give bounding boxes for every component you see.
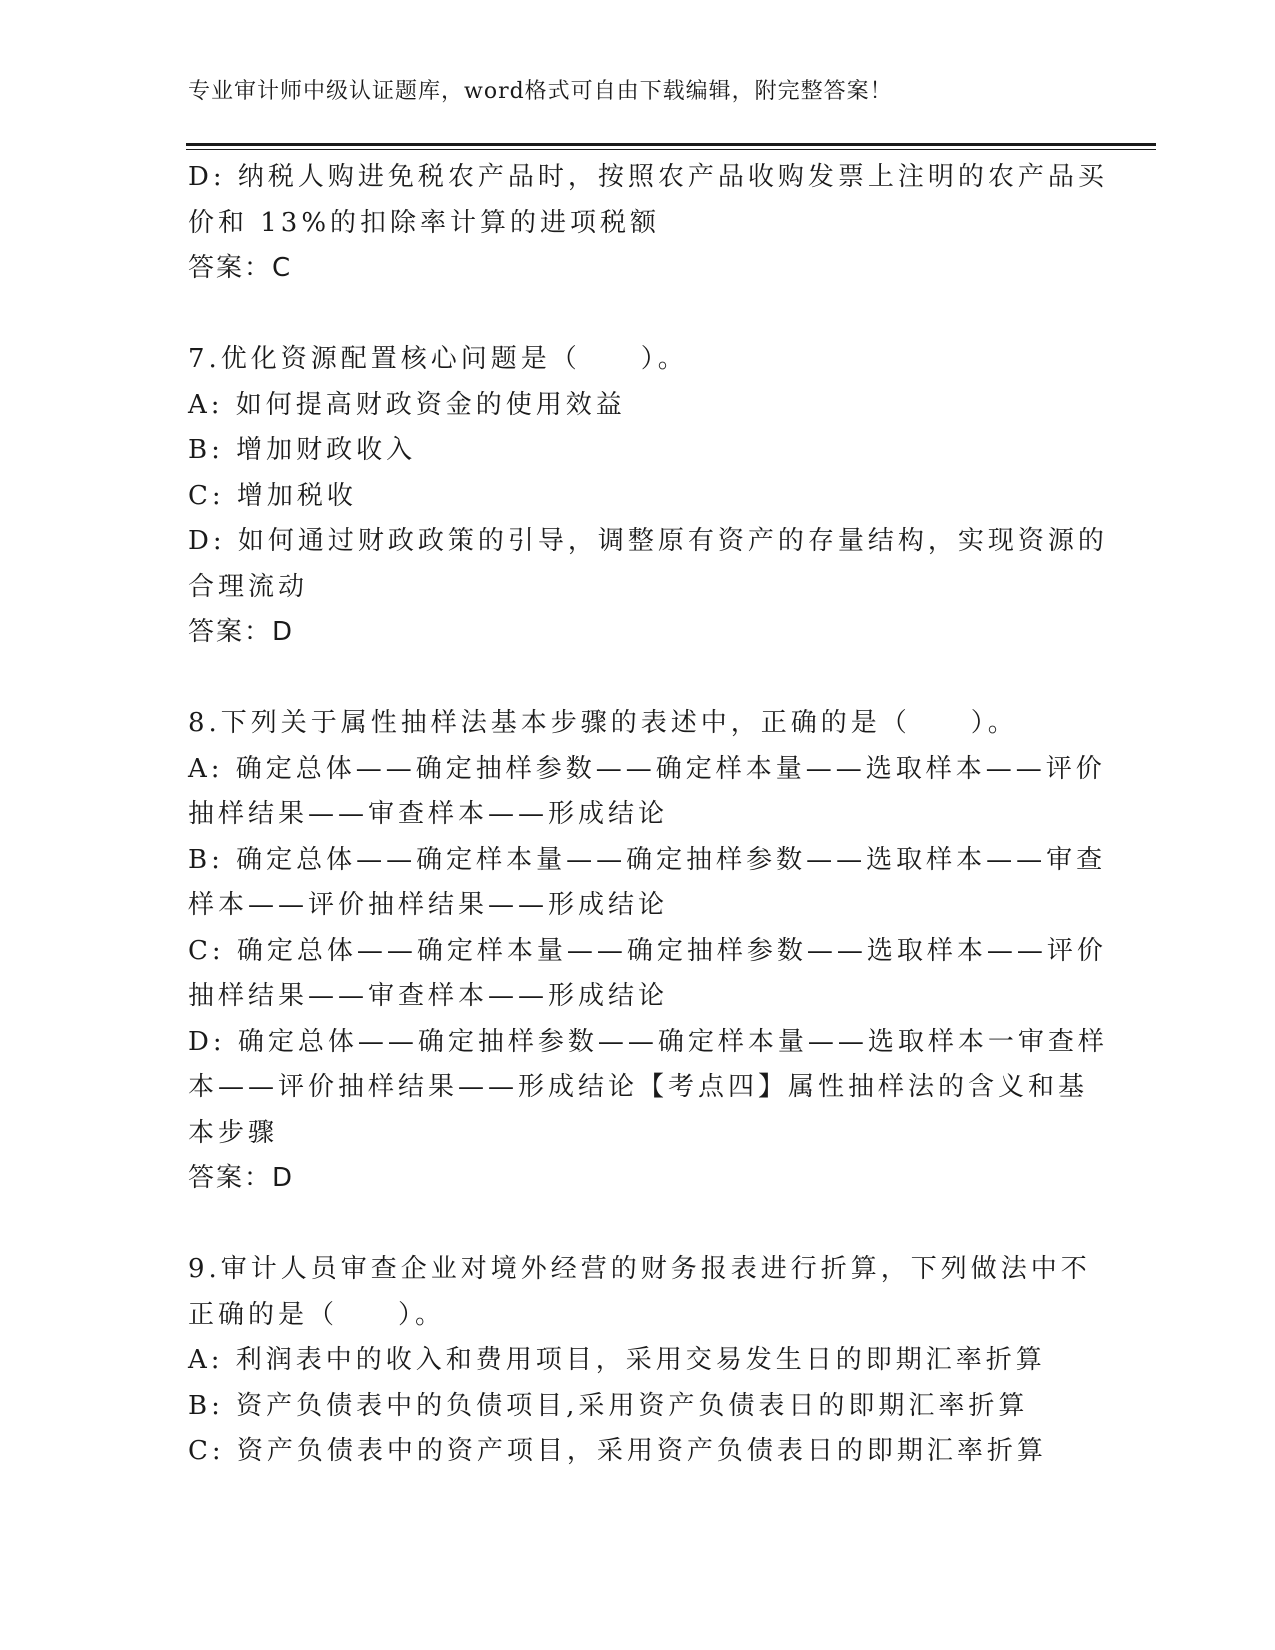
- text-line: 7.优化资源配置核心问题是（ ）。: [188, 344, 688, 374]
- text-line: 样本——评价抽样结果——形成结论: [188, 890, 669, 920]
- text-line: 本——评价抽样结果——形成结论【考点四】属性抽样法的含义和基: [188, 1072, 1089, 1102]
- text-line: D: 确定总体——确定抽样参数——确定样本量——选取样本一审查样: [188, 1026, 1108, 1057]
- answer-line: 答案：C: [188, 253, 293, 283]
- header-rule-thin: [186, 149, 1156, 150]
- page-header: 专业审计师中级认证题库，word格式可自由下载编辑，附完整答案！: [188, 79, 893, 104]
- question-content: [188, 155, 1108, 1475]
- text-line: A: 确定总体——确定抽样参数——确定样本量——选取样本——评价: [188, 753, 1106, 784]
- text-line: 抽样结果——审查样本——形成结论: [188, 799, 669, 829]
- text-line: A: 利润表中的收入和费用项目，采用交易发生日的即期汇率折算: [188, 1345, 1046, 1375]
- blank-line: [188, 1202, 1068, 1248]
- answer-line: 答案：D: [188, 617, 295, 647]
- text-line: B: 资产负债表中的负债项目,采用资产负债表日的即期汇率折算: [188, 1390, 1029, 1421]
- text-line: 正确的是（ ）。: [188, 1299, 446, 1330]
- header-rule-thick: [186, 143, 1156, 146]
- text-line: C: 确定总体——确定样本量——确定抽样参数——选取样本——评价: [188, 935, 1107, 966]
- text-line: A: 如何提高财政资金的使用效益: [188, 389, 626, 420]
- blank-line: [188, 292, 1068, 338]
- text-line: 抽样结果——审查样本——形成结论: [188, 981, 669, 1011]
- text-line: 价和 13%的扣除率计算的进项税额: [188, 207, 661, 238]
- text-line: 合理流动: [188, 571, 309, 602]
- text-line: C: 增加税收: [188, 480, 357, 511]
- blank-line: [188, 656, 1068, 702]
- text-line: C: 资产负债表中的资产项目，采用资产负债表日的即期汇率折算: [188, 1436, 1047, 1466]
- text-line: D: 纳税人购进免税农产品时，按照农产品收购发票上注明的农产品买: [188, 162, 1108, 192]
- text-line: D: 如何通过财政政策的引导，调整原有资产的存量结构，实现资源的: [188, 526, 1108, 556]
- text-line: 8.下列关于属性抽样法基本步骤的表述中，正确的是（ ）。: [188, 708, 1018, 738]
- text-line: B: 增加财政收入: [188, 435, 417, 465]
- text-line: 9.审计人员审查企业对境外经营的财务报表进行折算，下列做法中不: [188, 1254, 1091, 1284]
- answer-line: 答案：D: [188, 1163, 295, 1193]
- text-line: B: 确定总体——确定样本量——确定抽样参数——选取样本——审查: [188, 844, 1107, 875]
- text-line: 本步骤: [188, 1117, 279, 1148]
